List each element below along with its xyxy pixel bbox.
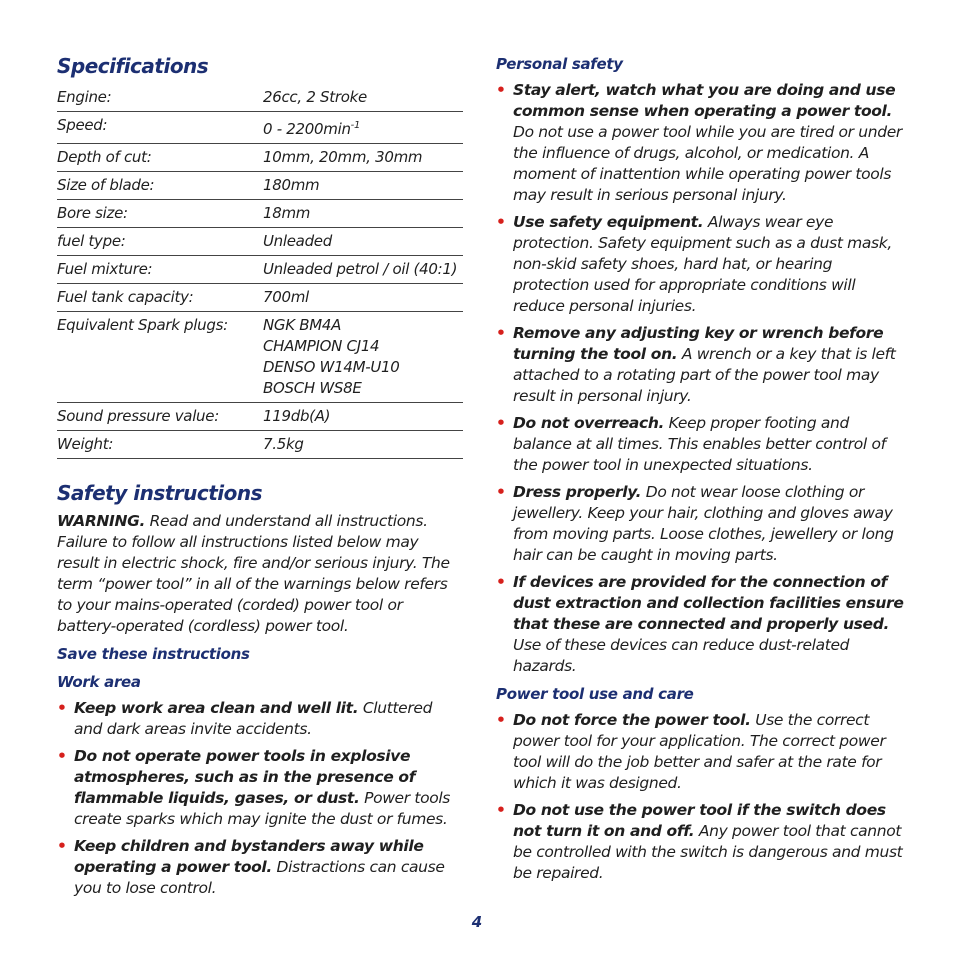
safety-title: Safety instructions [57, 481, 263, 505]
spec-label: Fuel mixture: [57, 256, 263, 284]
item-lead: Do not operate power tools in explosive atmospheres, such as in the presence of flammable liquids, gases, or dust. [74, 747, 416, 807]
spec-value-line: BOSCH WS8E [263, 379, 362, 397]
bullet-icon: • [496, 81, 506, 99]
spec-value-line: Unleaded petrol / oil (40:1) [263, 260, 458, 278]
bullet-icon: • [57, 747, 67, 765]
spec-label: Bore size: [57, 200, 263, 228]
item-text: Power tools create sparks which may ignite the dust or fumes. [74, 789, 451, 828]
item-text: Use the correct power tool for your application. The correct power tool will do the job better and safer at the rate for which it was designed. [513, 711, 886, 792]
list-item [57, 698, 463, 740]
bullet-icon: • [496, 711, 506, 729]
personal-safety-list [496, 80, 906, 677]
spec-value [263, 431, 463, 459]
item-lead: Keep children and bystanders away while operating a power tool. [74, 837, 424, 876]
list-item [496, 413, 906, 476]
spec-value-line: 7.5kg [263, 435, 304, 453]
spec-value [263, 172, 463, 200]
list-item [57, 836, 463, 899]
spec-value-line: NGK BM4A [263, 316, 342, 334]
item-lead: Do not overreach. [513, 414, 665, 432]
list-item [496, 80, 906, 206]
spec-label: Fuel tank capacity: [57, 284, 263, 312]
item-text: Always wear eye protection. Safety equipment such as a dust mask, non-skid safety shoes, hard hat, or hearing protection used for appropriate conditions will reduce personal injuries. [513, 213, 892, 315]
spec-value-line: 10mm, 20mm, 30mm [263, 148, 423, 166]
spec-value-line: 18mm [263, 204, 311, 222]
spec-label: Equivalent Spark plugs: [57, 312, 263, 403]
spec-value-line: Unleaded [263, 232, 332, 250]
spec-value-line: 180mm [263, 176, 320, 194]
item-text: Cluttered and dark areas invite accidents. [74, 699, 433, 738]
spec-label: Depth of cut: [57, 144, 263, 172]
spec-label: Weight: [57, 431, 263, 459]
spec-value-line: 26cc, 2 Stroke [263, 88, 367, 106]
list-item [496, 212, 906, 317]
spec-value [263, 200, 463, 228]
spec-row [57, 228, 463, 256]
item-text: Distractions can cause you to lose control. [74, 858, 445, 897]
item-lead: If devices are provided for the connection of dust extraction and collection facilities ensure that these are connected and properly used. [513, 573, 904, 633]
personal-safety-heading: Personal safety [496, 55, 623, 73]
item-lead: Stay alert, watch what you are doing and use common sense when operating a power tool. [513, 81, 896, 120]
spec-value [263, 112, 463, 144]
spec-label: Engine: [57, 84, 263, 112]
item-lead: Do not use the power tool if the switch does not turn it on and off. [513, 801, 886, 840]
spec-row [57, 112, 463, 144]
bullet-icon: • [496, 483, 506, 501]
spec-value [263, 144, 463, 172]
list-item [496, 323, 906, 407]
spec-label: Speed: [57, 112, 263, 144]
bullet-icon: • [496, 414, 506, 432]
spec-label: fuel type: [57, 228, 263, 256]
spec-label: Sound pressure value: [57, 403, 263, 431]
item-text: Do not wear loose clothing or jewellery. Keep your hair, clothing and gloves away from moving parts. Loose clothes, jewellery or long hair can be caught in moving parts. [513, 483, 894, 564]
list-item [496, 572, 906, 677]
spec-row [57, 403, 463, 431]
bullet-icon: • [496, 573, 506, 591]
bullet-icon: • [496, 324, 506, 342]
item-lead: Dress properly. [513, 483, 642, 501]
warning-text: Read and understand all instructions. Failure to follow all instructions listed below may result in electric shock, fire and/or serious injury. The term “power tool” in all of the warnings below refers to your mains-operated (corded) power tool or battery-operated (cordless) power tool. [57, 512, 450, 635]
item-lead: Remove any adjusting key or wrench before turning the tool on. [513, 324, 884, 363]
work-area-heading: Work area [57, 673, 141, 691]
spec-row [57, 284, 463, 312]
item-text: Any power tool that cannot be controlled with the switch is dangerous and must be repaired. [513, 822, 903, 882]
spec-row [57, 256, 463, 284]
spec-value [263, 84, 463, 112]
spec-value [263, 284, 463, 312]
item-lead: Do not force the power tool. [513, 711, 751, 729]
item-text: Do not use a power tool while you are tired or under the influence of drugs, alcohol, or medication. A moment of inattention while operating power tools may result in serious personal injury. [513, 123, 902, 204]
item-text: Keep proper footing and balance at all times. This enables better control of the power tool in unexpected situations. [513, 414, 886, 474]
spec-row [57, 200, 463, 228]
spec-value-line: $0 - 2200\min^{-1}$ [263, 120, 361, 138]
list-item [57, 746, 463, 830]
spec-row [57, 144, 463, 172]
spec-value-line: DENSO W14M-U10 [263, 358, 400, 376]
spec-value [263, 312, 463, 403]
list-item [496, 800, 906, 884]
warning-paragraph [57, 511, 463, 637]
warning-lead: WARNING. [57, 512, 145, 530]
spec-value [263, 228, 463, 256]
left-column [57, 52, 463, 905]
save-instructions-heading: Save these instructions [57, 645, 250, 663]
specifications-title: Specifications [57, 54, 209, 78]
spec-row [57, 312, 463, 403]
list-item [496, 482, 906, 566]
bullet-icon: • [57, 837, 67, 855]
spec-value-line: 700ml [263, 288, 309, 306]
item-text: A wrench or a key that is left attached to a rotating part of the power tool may result in personal injury. [513, 345, 896, 405]
bullet-icon: • [496, 801, 506, 819]
page-number: 4 [471, 913, 483, 931]
power-tool-use-list [496, 710, 906, 884]
item-text: Use of these devices can reduce dust-related hazards. [513, 636, 850, 675]
spec-row [57, 431, 463, 459]
spec-value-line: 119db(A) [263, 407, 331, 425]
spec-value-line: CHAMPION CJ14 [263, 337, 380, 355]
spec-value [263, 256, 463, 284]
spec-row [57, 84, 463, 112]
item-lead: Use safety equipment. [513, 213, 704, 231]
specifications-table [57, 84, 463, 459]
spec-row [57, 172, 463, 200]
work-area-list [57, 698, 463, 899]
spec-label: Size of blade: [57, 172, 263, 200]
bullet-icon: • [57, 699, 67, 717]
item-lead: Keep work area clean and well lit. [74, 699, 359, 717]
spec-value [263, 403, 463, 431]
bullet-icon: • [496, 213, 506, 231]
list-item [496, 710, 906, 794]
power-tool-use-heading: Power tool use and care [496, 685, 694, 703]
right-column [496, 52, 906, 890]
